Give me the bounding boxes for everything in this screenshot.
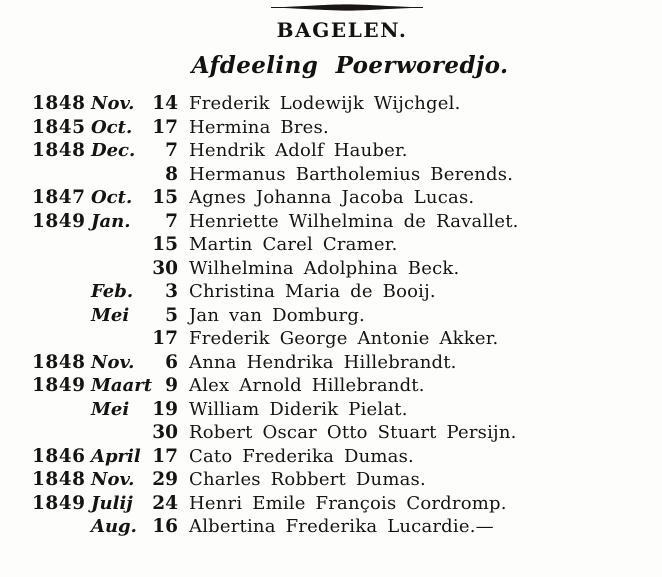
entry-day: 5 <box>165 304 178 326</box>
entry-day: 24 <box>152 492 178 514</box>
entry-year: 1847 <box>32 187 86 208</box>
register-entry-row <box>0 163 662 187</box>
entry-month <box>89 327 150 351</box>
entry-year <box>32 280 89 304</box>
register-entry-row <box>0 421 662 445</box>
entry-day: 17 <box>152 116 178 138</box>
section-subtitle: Afdeeling Poerworedjo. <box>191 52 509 79</box>
entry-name: Alex Arnold Hillebrandt. <box>189 375 425 396</box>
entry-month: Oct. <box>91 116 133 138</box>
register-entry-row <box>0 92 662 116</box>
swelled-rule-icon <box>271 3 423 12</box>
entry-month: Dec. <box>91 140 136 161</box>
entry-year: 1845 <box>32 116 86 138</box>
entry-day: 29 <box>152 469 178 490</box>
entry-day: 8 <box>165 163 178 185</box>
entry-month <box>89 421 150 445</box>
entry-name: Wilhelmina Adolphina Beck. <box>189 257 460 279</box>
entry-year: 1848 <box>32 140 86 161</box>
entry-day: 17 <box>152 328 178 349</box>
entry-month: Oct. <box>91 187 133 208</box>
entry-day: 16 <box>152 516 178 537</box>
entry-name: Frederik George Antonie Akker. <box>189 328 499 349</box>
entry-year <box>32 327 89 351</box>
entry-day: 17 <box>152 445 178 467</box>
entry-year: 1849 <box>32 375 86 396</box>
entry-year <box>32 421 89 445</box>
register-entry-row <box>0 210 662 234</box>
entry-name: Hermina Bres. <box>189 116 329 138</box>
entry-month: Nov. <box>91 93 135 114</box>
entry-day: 14 <box>152 93 178 114</box>
entry-year <box>32 257 89 281</box>
entry-day: 19 <box>152 398 178 420</box>
entry-day: 7 <box>165 140 178 161</box>
register-entry-row <box>0 468 662 492</box>
entry-month <box>89 233 150 257</box>
entry-month: Jan. <box>91 210 131 232</box>
register-entry-row <box>0 374 662 398</box>
entry-year: 1846 <box>32 445 86 467</box>
entry-name: Christina Maria de Booij. <box>189 281 436 302</box>
entry-name: Henriette Wilhelmina de Ravallet. <box>189 210 519 232</box>
entry-month: Julij <box>91 492 133 514</box>
entry-month: Mei <box>91 304 130 326</box>
entry-name: Martin Carel Cramer. <box>189 234 398 255</box>
entry-name: Jan van Domburg. <box>189 304 365 326</box>
entry-month: Maart <box>91 375 153 396</box>
register-list <box>0 92 662 539</box>
entry-month <box>89 257 150 281</box>
entry-month: April <box>91 445 141 467</box>
entry-day: 30 <box>152 257 178 279</box>
entry-day: 30 <box>152 422 178 443</box>
register-entry-row <box>0 327 662 351</box>
register-entry-row <box>0 139 662 163</box>
entry-name: Robert Oscar Otto Stuart Persijn. <box>189 422 517 443</box>
entry-name: Hermanus Bartholemius Berends. <box>189 163 514 185</box>
entry-month: Mei <box>91 398 130 420</box>
entry-day: 9 <box>165 375 178 396</box>
register-entry-row <box>0 492 662 516</box>
register-entry-row <box>0 186 662 210</box>
entry-year <box>32 163 89 187</box>
entry-day: 15 <box>152 187 178 208</box>
register-entry-row <box>0 233 662 257</box>
entry-day: 3 <box>165 281 178 302</box>
entry-month: Aug. <box>91 516 137 537</box>
entry-name: Albertina Frederika Lucardie.— <box>189 516 494 537</box>
entry-year <box>32 398 89 422</box>
entry-name: Anna Hendrika Hillebrandt. <box>189 351 457 373</box>
entry-month: Nov. <box>91 351 135 373</box>
entry-year <box>32 515 89 539</box>
register-entry-row <box>0 351 662 375</box>
entry-day: 15 <box>152 234 178 255</box>
register-entry-row <box>0 398 662 422</box>
entry-name: Henri Emile François Cordromp. <box>189 492 507 514</box>
entry-name: Frederik Lodewijk Wijchgel. <box>189 93 461 114</box>
entry-month: Feb. <box>91 281 134 302</box>
register-entry-row <box>0 445 662 469</box>
entry-year: 1848 <box>32 469 86 490</box>
swelled-rule-divider <box>271 3 423 12</box>
entry-year: 1849 <box>32 492 86 514</box>
entry-day: 6 <box>165 351 178 373</box>
register-entry-row <box>0 304 662 328</box>
entry-year <box>32 304 89 328</box>
register-entry-row <box>0 257 662 281</box>
register-entry-row <box>0 116 662 140</box>
entry-day: 7 <box>165 210 178 232</box>
page-title: BAGELEN. <box>276 18 408 42</box>
register-entry-row <box>0 515 662 539</box>
entry-name: Agnes Johanna Jacoba Lucas. <box>189 187 475 208</box>
entry-year: 1848 <box>32 93 86 114</box>
register-entry-row <box>0 280 662 304</box>
entry-year: 1848 <box>32 351 86 373</box>
entry-year <box>32 233 89 257</box>
entry-year: 1849 <box>32 210 86 232</box>
entry-month <box>89 163 150 187</box>
entry-name: Hendrik Adolf Hauber. <box>189 140 408 161</box>
entry-month: Nov. <box>91 469 135 490</box>
entry-name: Charles Robbert Dumas. <box>189 469 426 490</box>
entry-name: Cato Frederika Dumas. <box>189 445 414 467</box>
entry-name: William Diderik Pielat. <box>189 398 408 420</box>
